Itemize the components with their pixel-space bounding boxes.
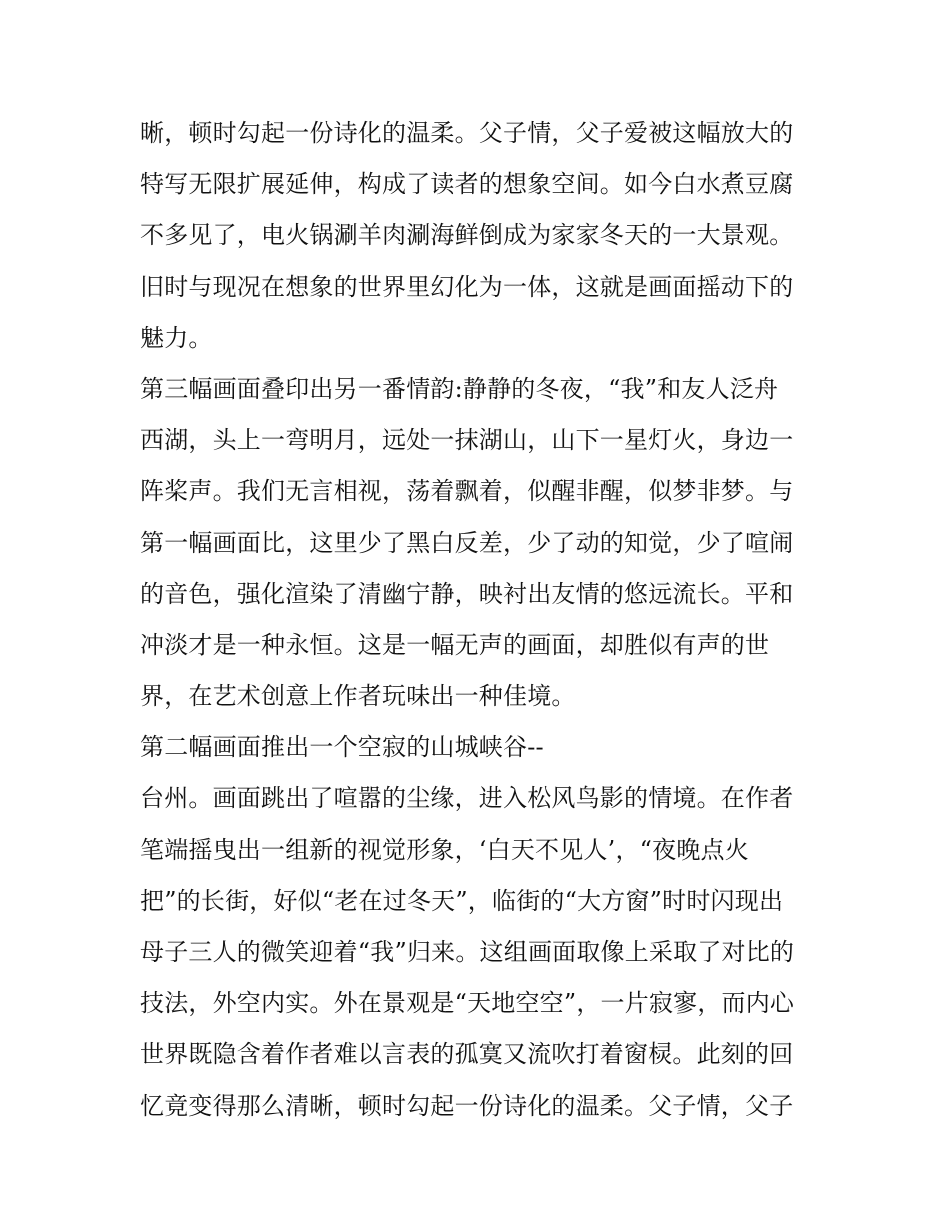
text-line-3: 不多见了，电火锅涮羊肉涮海鲜倒成为家家冬天的一大景观。 [140,221,794,250]
text-line-2: 特写无限扩展延伸，构成了读者的想象空间。如今白水煮豆腐 [140,170,794,199]
text-line-13: 第二幅画面推出一个空寂的山城峡谷-- [140,733,544,762]
text-line-1: 晰，顿时勾起一份诗化的温柔。父子情，父子爱被这幅放大的 [140,119,794,147]
text-line-5: 魅力。 [140,323,213,352]
text-line-15: 笔端摇曳出一组新的视觉形象，‘白天不见人’，“夜晚点火 [140,835,749,864]
body-text [140,108,820,1132]
text-line-17: 母子三人的微笑迎着“我”归来。这组画面取像上采取了对比的 [140,938,795,966]
text-line-10: 的音色，强化渲染了清幽宁静，映衬出友情的悠远流长。平和 [140,579,794,608]
text-line-12: 界，在艺术创意上作者玩味出一种佳境。 [140,682,576,711]
text-line-9: 第一幅画面比，这里少了黑白反差，少了动的知觉，少了喧闹 [140,528,794,557]
text-line-14: 台州。画面跳出了喧嚣的尘缘，进入松风鸟影的情境。在作者 [140,784,794,813]
text-line-18: 技法，外空内实。外在景观是“天地空空”，一片寂寥，而内心 [140,989,795,1018]
text-line-6: 第三幅画面叠印出另一番情韵:静静的冬夜，“我”和友人泛舟 [140,374,779,403]
text-line-4: 旧时与现况在想象的世界里幻化为一体，这就是画面摇动下的 [140,272,794,301]
text-line-8: 阵桨声。我们无言相视，荡着飘着，似醒非醒，似梦非梦。与 [140,477,794,506]
text-line-19: 世界既隐含着作者难以言表的孤寞又流吹打着窗棂。此刻的回 [140,1040,794,1069]
text-line-16: 把”的长街，好似“老在过冬天”，临街的“大方窗”时时闪现出 [140,886,784,915]
text-line-7: 西湖，头上一弯明月，远处一抹湖山，山下一星灯火，身边一 [140,426,794,455]
text-line-20: 忆竟变得那么清晰，顿时勾起一份诗化的温柔。父子情，父子 [140,1091,794,1120]
text-line-11: 冲淡才是一种永恒。这是一幅无声的画面，却胜似有声的世 [140,630,770,659]
